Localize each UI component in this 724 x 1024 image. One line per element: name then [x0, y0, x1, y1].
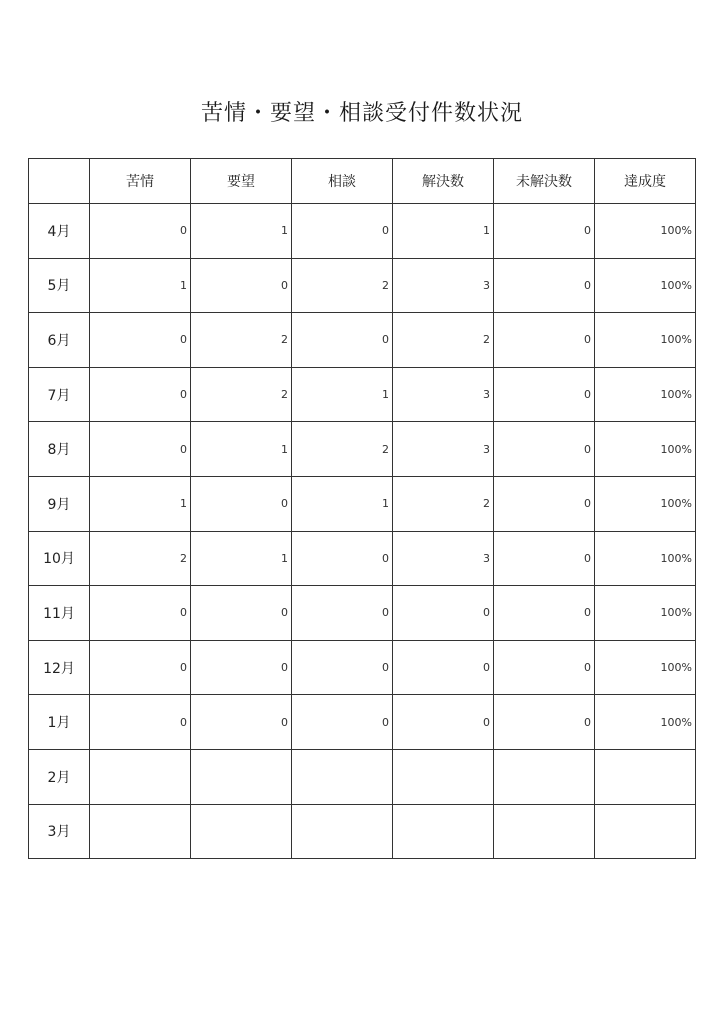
complaints-cell: 1	[90, 476, 191, 531]
achievement-cell: 100%	[595, 367, 696, 422]
unresolved-cell: 0	[494, 258, 595, 313]
achievement-cell: 100%	[595, 476, 696, 531]
complaints-cell: 0	[90, 422, 191, 477]
resolved-cell: 3	[393, 258, 494, 313]
requests-cell: 0	[191, 586, 292, 641]
header-consultations: 相談	[292, 159, 393, 204]
achievement-cell: 100%	[595, 531, 696, 586]
consultations-cell: 0	[292, 204, 393, 259]
complaints-cell: 0	[90, 640, 191, 695]
table-row	[29, 367, 696, 422]
unresolved-cell	[494, 749, 595, 804]
requests-cell: 1	[191, 422, 292, 477]
month-cell: 1月	[29, 695, 90, 750]
resolved-cell: 0	[393, 640, 494, 695]
resolved-cell: 0	[393, 586, 494, 641]
complaints-cell: 0	[90, 313, 191, 368]
month-cell: 11月	[29, 586, 90, 641]
header-unresolved: 未解決数	[494, 159, 595, 204]
header-resolved: 解決数	[393, 159, 494, 204]
unresolved-cell: 0	[494, 586, 595, 641]
consultations-cell: 0	[292, 313, 393, 368]
requests-cell: 2	[191, 313, 292, 368]
header-month	[29, 159, 90, 204]
month-cell: 4月	[29, 204, 90, 259]
achievement-cell	[595, 804, 696, 859]
achievement-cell: 100%	[595, 313, 696, 368]
achievement-cell: 100%	[595, 695, 696, 750]
resolved-cell: 2	[393, 476, 494, 531]
consultations-cell: 0	[292, 586, 393, 641]
achievement-cell: 100%	[595, 204, 696, 259]
resolved-cell	[393, 804, 494, 859]
table-row	[29, 258, 696, 313]
consultations-cell: 2	[292, 258, 393, 313]
resolved-cell: 1	[393, 204, 494, 259]
table-row	[29, 804, 696, 859]
unresolved-cell	[494, 804, 595, 859]
header-requests: 要望	[191, 159, 292, 204]
table-row	[29, 476, 696, 531]
month-cell: 7月	[29, 367, 90, 422]
unresolved-cell: 0	[494, 640, 595, 695]
consultations-cell	[292, 804, 393, 859]
consultations-cell: 1	[292, 476, 393, 531]
complaints-cell: 0	[90, 586, 191, 641]
requests-cell: 0	[191, 476, 292, 531]
requests-cell: 0	[191, 258, 292, 313]
resolved-cell: 3	[393, 422, 494, 477]
unresolved-cell: 0	[494, 313, 595, 368]
consultations-cell	[292, 749, 393, 804]
page-title: 苦情・要望・相談受付件数状況	[200, 101, 523, 126]
table-row	[29, 640, 696, 695]
table-row	[29, 313, 696, 368]
table-row	[29, 695, 696, 750]
month-cell: 9月	[29, 476, 90, 531]
month-cell: 3月	[29, 804, 90, 859]
table-row	[29, 586, 696, 641]
complaints-cell: 0	[90, 204, 191, 259]
consultations-cell: 0	[292, 695, 393, 750]
unresolved-cell: 0	[494, 367, 595, 422]
unresolved-cell: 0	[494, 204, 595, 259]
achievement-cell	[595, 749, 696, 804]
complaints-cell: 0	[90, 695, 191, 750]
requests-cell	[191, 804, 292, 859]
requests-cell: 1	[191, 204, 292, 259]
unresolved-cell: 0	[494, 531, 595, 586]
table-row	[29, 531, 696, 586]
consultations-cell: 0	[292, 640, 393, 695]
consultations-cell: 0	[292, 531, 393, 586]
requests-cell: 2	[191, 367, 292, 422]
resolved-cell: 3	[393, 367, 494, 422]
month-cell: 6月	[29, 313, 90, 368]
month-cell: 10月	[29, 531, 90, 586]
header-complaints: 苦情	[90, 159, 191, 204]
resolved-cell: 3	[393, 531, 494, 586]
complaints-cell	[90, 749, 191, 804]
achievement-cell: 100%	[595, 640, 696, 695]
consultations-cell: 2	[292, 422, 393, 477]
month-cell: 12月	[29, 640, 90, 695]
resolved-cell	[393, 749, 494, 804]
achievement-cell: 100%	[595, 258, 696, 313]
header-row	[29, 159, 696, 204]
unresolved-cell: 0	[494, 695, 595, 750]
month-cell: 8月	[29, 422, 90, 477]
month-cell: 5月	[29, 258, 90, 313]
report-table	[28, 158, 696, 859]
requests-cell: 0	[191, 695, 292, 750]
requests-cell: 0	[191, 640, 292, 695]
table-row	[29, 204, 696, 259]
consultations-cell: 1	[292, 367, 393, 422]
achievement-cell: 100%	[595, 422, 696, 477]
resolved-cell: 0	[393, 695, 494, 750]
table-row	[29, 749, 696, 804]
month-cell: 2月	[29, 749, 90, 804]
achievement-cell: 100%	[595, 586, 696, 641]
complaints-cell: 1	[90, 258, 191, 313]
complaints-cell: 2	[90, 531, 191, 586]
requests-cell: 1	[191, 531, 292, 586]
complaints-cell: 0	[90, 367, 191, 422]
header-achievement: 達成度	[595, 159, 696, 204]
resolved-cell: 2	[393, 313, 494, 368]
unresolved-cell: 0	[494, 422, 595, 477]
requests-cell	[191, 749, 292, 804]
complaints-cell	[90, 804, 191, 859]
table-row	[29, 422, 696, 477]
unresolved-cell: 0	[494, 476, 595, 531]
